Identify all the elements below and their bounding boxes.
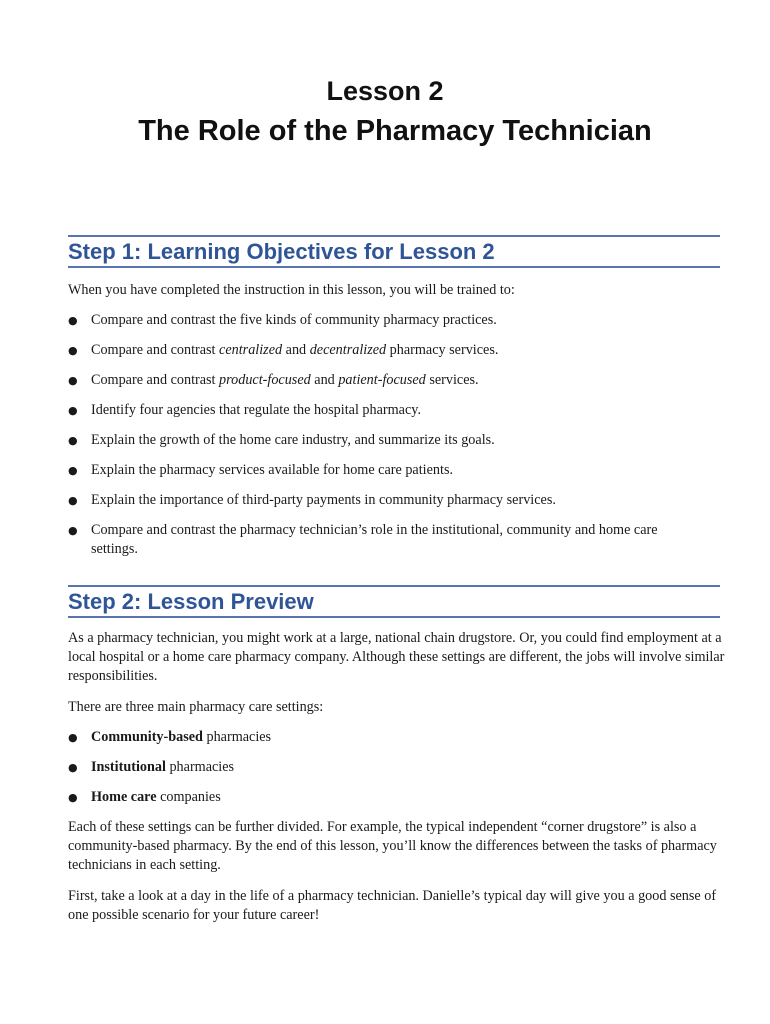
preview-paragraph-3: Each of these settings can be further divided. For example, the typical independent “corner drugstore” is also a community-based pharmacy. By the end of this lesson, you’ll know the differences between the tasks of pharmacy technicians in each setting. [68,819,717,873]
bullet-icon: ● [68,404,78,417]
preview-paragraph-1: As a pharmacy technician, you might work at a large, national chain drugstore. Or, you could find employment at a local hospital or a home care pharmacy company. Although these settings are different, the jobs will involve similar responsibilities. [68,630,725,684]
bullet-icon: ● [68,344,78,357]
objective-item: ● Compare and contrast the pharmacy technician’s role in the institutional, community and home care settings. [68,522,658,557]
lesson-title: The Role of the Pharmacy Technician [138,115,652,147]
setting-item: ● Home care companies [68,789,221,805]
bullet-icon: ● [68,374,78,387]
objective-item: ● Explain the pharmacy services available for home care patients. [68,462,454,478]
preview-paragraph-2: There are three main pharmacy care settings: [68,699,324,715]
bullet-icon: ● [68,314,78,327]
step2-heading-bar [68,585,720,618]
bullet-icon: ● [68,494,78,507]
bullet-icon: ● [68,434,78,447]
lesson-number: Lesson 2 [326,76,444,106]
objectives-list [68,311,708,570]
objective-item: ● Compare and contrast product-focused and patient-focused services. [68,372,479,388]
setting-item: ● Community-based pharmacies [68,729,272,745]
bullet-icon: ● [68,791,78,804]
objective-item: ● Explain the growth of the home care industry, and summarize its goals. [68,432,495,448]
objective-item: ● Explain the importance of third-party payments in community pharmacy services. [68,492,556,508]
bullet-icon: ● [68,524,78,537]
objective-item: ● Identify four agencies that regulate the hospital pharmacy. [68,402,421,418]
settings-list [68,728,708,818]
preview-paragraph-4: First, take a look at a day in the life of a pharmacy technician. Danielle’s typical day will give you a good sense of one possible scenario for your future career! [68,888,717,923]
bullet-icon: ● [68,761,78,774]
step2-heading: Step 2: Lesson Preview [68,589,314,614]
objective-item: ● Compare and contrast centralized and decentralized pharmacy services. [68,342,499,358]
bullet-icon: ● [68,731,78,744]
step1-intro: When you have completed the instruction in this lesson, you will be trained to: [68,282,515,298]
step1-heading-bar [68,235,720,268]
step1-heading: Step 1: Learning Objectives for Lesson 2 [68,239,495,264]
setting-item: ● Institutional pharmacies [68,759,235,775]
bullet-icon: ● [68,464,78,477]
objective-item: ● Compare and contrast the five kinds of community pharmacy practices. [68,312,497,328]
